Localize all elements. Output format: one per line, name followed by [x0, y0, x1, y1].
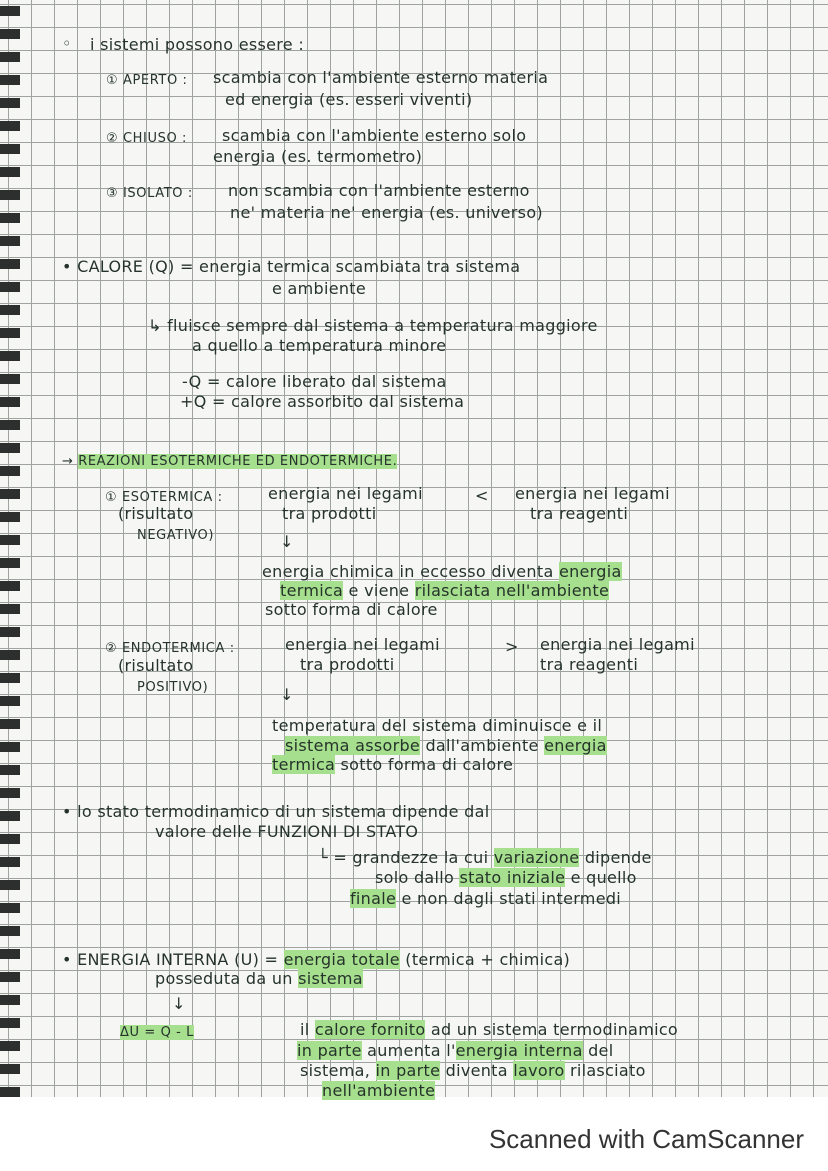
highlighted-text: rilasciata nell'ambiente [414, 581, 610, 600]
highlighted-text: nell'ambiente [322, 1081, 436, 1100]
highlighted-text: variazione [493, 848, 580, 867]
note-line [300, 1020, 678, 1040]
note-line [118, 504, 193, 524]
note-text: del [582, 1041, 614, 1060]
highlighted-text: energia [558, 562, 622, 581]
note-line [155, 822, 418, 842]
note-line [213, 147, 422, 167]
note-text: dall'ambiente [420, 736, 545, 755]
note-text: (risultato [118, 656, 194, 675]
highlighted-text: sistema [298, 969, 363, 988]
note-text: energia chimica in eccesso diventa [262, 562, 559, 581]
note-text: • CALORE (Q) = energia termica scambiata tra sistema [62, 257, 521, 276]
note-line [350, 889, 621, 909]
note-text: energia nei legami [285, 635, 440, 654]
note-line [300, 1061, 646, 1081]
note-line [180, 392, 464, 412]
note-text: sotto forma di calore [335, 755, 514, 774]
note-text: tra reagenti [530, 504, 629, 523]
note-line [318, 848, 652, 868]
note-text: scambia con l'ambiente esterno solo [222, 126, 527, 145]
spiral-binding [0, 0, 20, 1097]
highlighted-text: in parte [375, 1061, 441, 1080]
note-line [62, 950, 570, 970]
highlighted-text: lavoro [513, 1061, 565, 1080]
note-line [297, 1041, 613, 1061]
note-text: temperatura del sistema diminuisce e il [272, 716, 603, 735]
highlighted-text: finale [350, 889, 397, 908]
note-line [182, 372, 447, 392]
note-text: e ambiente [272, 279, 367, 298]
note-text: ③ ISOLATO : [106, 186, 193, 201]
highlighted-text: termica [272, 755, 336, 774]
highlighted-text: energia [544, 736, 607, 755]
note-text: ↓ [280, 685, 294, 704]
note-line [222, 126, 526, 146]
note-line [62, 452, 397, 472]
note-line [322, 1081, 435, 1101]
note-text: energia (es. termometro) [213, 147, 423, 166]
note-text: tra prodotti [300, 655, 395, 674]
note-text: ◦ [62, 34, 72, 53]
note-text: e non dagli stati intermedi [396, 889, 622, 908]
note-line [272, 279, 366, 299]
note-line [106, 71, 188, 91]
note-text: < [475, 486, 489, 505]
note-text: ad un sistema termodinamico [425, 1020, 679, 1039]
note-line [280, 532, 294, 552]
note-line [228, 181, 530, 201]
note-text: └ = grandezze la cui [318, 848, 494, 867]
note-line [106, 129, 187, 149]
note-text: ① ESOTERMICA : [105, 490, 223, 505]
note-text: +Q = calore assorbito dal sistema [180, 392, 465, 411]
note-text: ↳ fluisce sempre dal sistema a temperatura maggiore [148, 316, 598, 335]
note-text: rilasciato [564, 1061, 646, 1080]
note-line [137, 526, 214, 546]
note-line [530, 504, 628, 524]
note-line [172, 994, 186, 1014]
note-text: > [505, 637, 519, 656]
note-text: energia nei legami [268, 484, 423, 503]
note-text: diventa [440, 1061, 514, 1080]
note-text: e quello [565, 868, 637, 887]
note-line [280, 685, 294, 705]
highlighted-text: energia interna [455, 1041, 583, 1060]
note-line [155, 969, 363, 989]
note-text: ed energia (es. esseri viventi) [225, 90, 473, 109]
highlighted-text: sistema assorbe [285, 736, 421, 755]
note-text: sotto forma di calore [265, 600, 438, 619]
note-text: i sistemi possono essere : [90, 35, 305, 54]
note-line [192, 336, 446, 356]
note-text: ② ENDOTERMICA : [105, 641, 235, 656]
note-text: -Q = calore liberato dal sistema [182, 372, 447, 391]
note-text: ne' materia ne' energia (es. universo) [230, 203, 543, 222]
note-line [540, 635, 695, 655]
note-line [230, 203, 543, 223]
note-line [62, 34, 72, 54]
note-text: sistema, [300, 1061, 376, 1080]
note-text: ↓ [172, 994, 186, 1013]
note-text: • lo stato termodinamico di un sistema dipende dal [62, 802, 490, 821]
highlighted-text: ΔU = Q - L [120, 1025, 194, 1040]
note-line [62, 802, 489, 822]
note-line [375, 868, 637, 888]
highlighted-text: in parte [297, 1041, 362, 1060]
note-text: ① APERTO : [106, 73, 188, 88]
note-line [282, 504, 376, 524]
note-line [300, 655, 394, 675]
highlighted-text: energia totale [283, 950, 400, 969]
note-text: valore delle FUNZIONI DI STATO [155, 822, 419, 841]
note-line [272, 755, 513, 775]
note-text: il [300, 1020, 315, 1039]
note-text: solo dallo [375, 868, 460, 887]
note-text: ↓ [280, 532, 294, 551]
note-line [285, 635, 440, 655]
note-line [505, 637, 519, 657]
note-line [62, 257, 520, 277]
note-text: tra prodotti [282, 504, 377, 523]
note-text: energia nei legami [540, 635, 695, 654]
note-line [120, 1023, 194, 1043]
note-line [272, 716, 602, 736]
highlighted-text: termica [280, 581, 344, 600]
note-line [90, 35, 304, 55]
note-text: dipende [579, 848, 652, 867]
highlighted-text: calore fornito [314, 1020, 426, 1039]
note-text: e viene [343, 581, 415, 600]
note-line [148, 316, 598, 336]
note-text: POSITIVO) [137, 680, 209, 695]
note-text: (termica + chimica) [399, 950, 571, 969]
note-text: a quello a temperatura minore [192, 336, 447, 355]
note-line [515, 484, 670, 504]
note-line [280, 581, 609, 601]
note-text: (risultato [118, 504, 194, 523]
note-line [285, 736, 607, 756]
note-text: tra reagenti [540, 655, 639, 674]
camscanner-watermark: Scanned with CamScanner [488, 1124, 804, 1154]
note-text: ② CHIUSO : [106, 131, 187, 146]
note-text: non scambia con l'ambiente esterno [228, 181, 530, 200]
note-text: energia nei legami [515, 484, 670, 503]
note-text: posseduta da un [155, 969, 299, 988]
note-text: • ENERGIA INTERNA (U) = [62, 950, 284, 969]
note-text: → [62, 454, 79, 469]
highlighted-text: REAZIONI ESOTERMICHE ED ENDOTERMICHE. [78, 454, 398, 469]
note-line [540, 655, 638, 675]
note-line [262, 562, 622, 582]
note-line [268, 484, 423, 504]
note-line [137, 678, 208, 698]
note-line [213, 68, 548, 88]
note-text: aumenta l' [361, 1041, 456, 1060]
note-text: NEGATIVO) [137, 528, 215, 543]
note-line [475, 486, 489, 506]
note-line [225, 90, 472, 110]
highlighted-text: stato iniziale [459, 868, 566, 887]
note-text: scambia con l'ambiente esterno materia [213, 68, 549, 87]
note-line [106, 184, 193, 204]
note-line [265, 600, 438, 620]
note-line [118, 656, 193, 676]
